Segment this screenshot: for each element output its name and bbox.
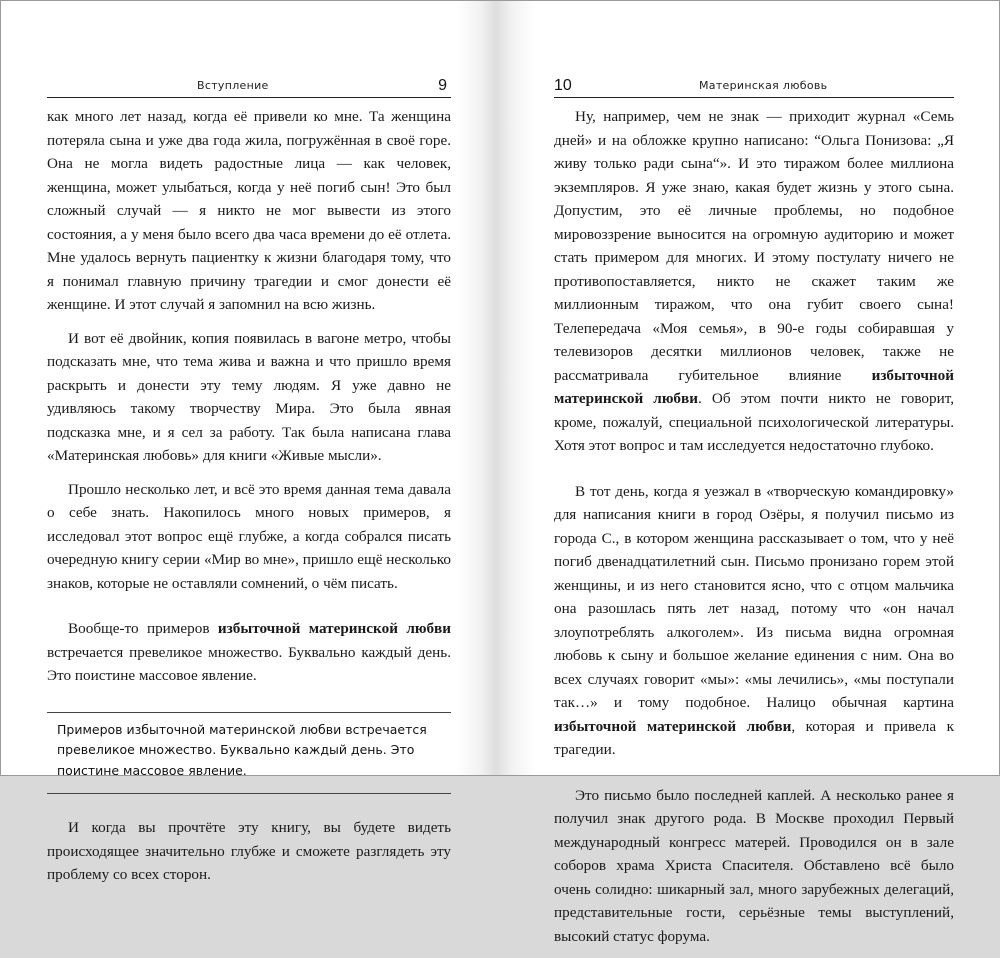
paragraph: Прошло несколько лет, и всё это время данная тема давала о себе знать. Накопилось много новых примеров, я исследовал этот вопрос ещё глубже, а когда собрался писать очередную книгу серии «Мир во мне», пришло ещё несколько знаков, которые не оставляли сомнений, о чём писать. [47, 480, 451, 592]
pull-quote: Примеров избыточной материнской любви встречается превеликое множество. Буквально каждый день. Это поистине массовое явление. [47, 712, 451, 795]
paragraph: И когда вы прочтёте эту книгу, вы будете видеть происходящее значительно глубже и сможете разглядеть эту проблему со всех сторон. [47, 819, 451, 883]
running-title: Вступление [197, 79, 269, 92]
body-text [554, 105, 954, 958]
text-run: В тот день, когда я уезжал в «творческую командировку» для написания книги в город Озёры, я получил письмо из города С., в котором женщина рассказывает о том, что у неё погиб двенадцатилетний сын. Письмо пронизано горем этой женщины, и из него становится ясно, что с отцом мальчика она разошлась пять лет назад, потому что «он начал злоупотреблять алкоголем». Из письма видна огромная любовь к сыну и большое желание единения с ним. Она во всех случаях говорит «мы»: «мы лечились», «мы поступали так…» и тому подобное. Налицо обычная картина [554, 482, 954, 711]
paragraph [47, 617, 451, 688]
paragraph: И вот её двойник, копия появилась в вагоне метро, чтобы подсказать мне, что тема жива и важна и что пришло время раскрыть и донести эту тему людям. Я уже давно не удивляюсь такому творчеству Мира. Это была явная подсказка мне, и я сел за работу. Так была написана глава «Материнская любовь» для книги «Живые мысли». [47, 329, 451, 464]
text-run: . Об этом почти никто не говорит, кроме, пожалуй, специальной психологической литературы. Хотя этот вопрос и там исследуется недостаточно глубоко. [554, 390, 954, 454]
gutter-shadow [456, 1, 496, 775]
running-title: Материнская любовь [699, 79, 828, 92]
page-header [554, 71, 954, 98]
paragraph: Это письмо было последней каплей. А несколько ранее я получил знак другого рода. В Москве проходил Первый международный конгресс матерей. Проводился он в зале соборов храма Христа Спасителя. Обставлено всё было очень солидно: шикарный зал, много зарубежных делегаций, представительные гости, серьёзные темы выступлений, высокий статус форума. [554, 786, 954, 945]
paragraph: как много лет назад, когда её привели ко мне. Та женщина потеряла сына и уже два года жила, погружённая в своё горе. Она не могла видеть радостные лица — как человек, женщина, может улыбаться, когда у неё погиб сын! Это был сложный случай — я никто не мог вывести из этого состояния, а у меня было всего два часа времени до её отлета. Мне удалось вернуть пациентку к жизни благодаря тому, что я понимал главную причину трагедии и смог донести её женщине. И этот случай я запомнил на всю жизнь. [47, 108, 451, 313]
right-page [496, 0, 1000, 945]
text-run: Ну, например, чем не знак — приходит журнал «Семь дней» и на обложке крупно написано: “Ольга Понизова: „Я живу только ради сына“». И это тиражом более миллиона экземпляров. Я уже знаю, какая будет жизнь у этого сына. Допустим, это её личные проблемы, но подобное мировоззрение выносится на огромную аудиторию и может стать примером для многих. И этому постулату ничего не противопоставляется, никто не скажет таким же миллионным тиражом, что она губит своего сына! Телепередача «Моя семья», в 90-е годы собиравшая у телевизоров десятки миллионов человек, также не рассматривала губительное влияние [554, 108, 954, 384]
bold-phrase: избыточной материнской любви [217, 620, 451, 637]
text-run: встречается превеликое множество. Буквально каждый день. Это поистине массовое явление. [47, 643, 451, 684]
body-text [47, 105, 451, 897]
page-number: 9 [438, 77, 447, 94]
gutter-shadow [496, 1, 536, 775]
paragraph [554, 105, 954, 458]
text-run: Вообще-то примеров [68, 620, 218, 637]
left-page [0, 0, 496, 883]
page-header [47, 71, 451, 98]
text-run: , которая и привела к трагедии. [554, 717, 955, 758]
paragraph [554, 480, 954, 762]
bold-phrase: избыточной материнской любви [554, 366, 954, 407]
page-number: 10 [554, 77, 572, 94]
bold-phrase: избыточной материнской любви [554, 717, 792, 735]
